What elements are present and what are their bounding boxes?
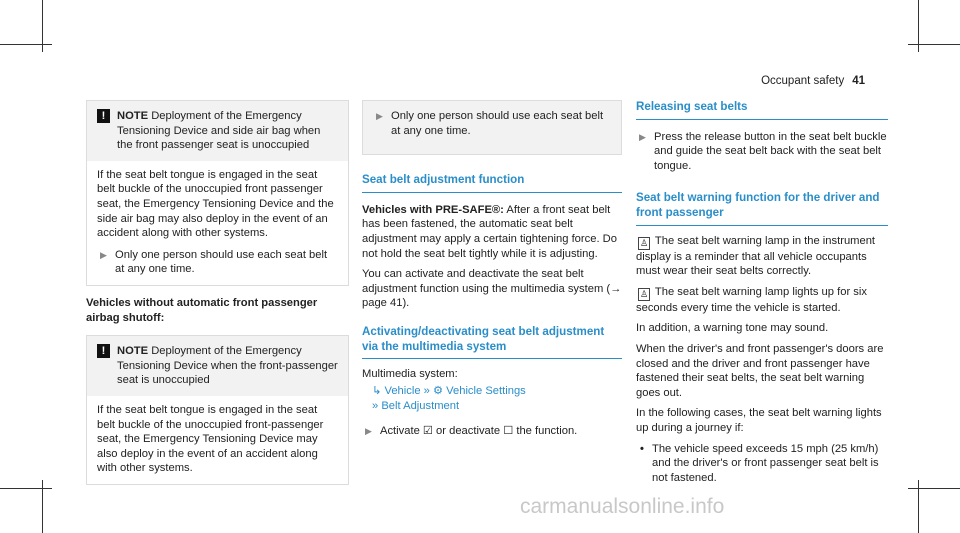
arrow-icon: ▶ (365, 425, 372, 436)
crop-mark (0, 44, 52, 45)
left-column (86, 100, 349, 485)
seatbelt-icon: ♙ (639, 288, 649, 299)
crop-mark (42, 480, 43, 533)
bullet-icon: • (640, 442, 644, 455)
paragraph: In the following cases, the seat belt warning lights up during a journey if: (636, 407, 882, 434)
note-body (87, 161, 348, 285)
menu-vehicle-settings: Vehicle Settings (446, 384, 526, 397)
warning-heading: Seat belt warning function for the driver and front passenger (636, 191, 888, 225)
step-text: Only one person should use each seat belt at any one time. (391, 110, 604, 137)
multimedia-label: Multimedia system: (362, 368, 458, 381)
menu-path (362, 384, 622, 414)
step-item (373, 109, 611, 138)
note-text: Deployment of the Emergency Tensioning Device and side air bag when the front passenger seat is unoccupied (117, 110, 321, 152)
menu-vehicle: Vehicle (384, 384, 421, 397)
note-paragraph: If the seat belt tongue is engaged in the seat belt buckle of the unoccupied front-passenger seat, the Emergency Tensioning Device may also deploy in the event of an accident along with other systems. (97, 403, 324, 475)
step-box (362, 100, 622, 155)
step-box-body (363, 101, 621, 154)
step-text: Only one person should use each seat belt at any one time. (115, 248, 328, 276)
paragraph: When the driver's and front passenger's doors are closed and the driver and front passenger have fastened their seat belts, the seat belt warning goes out. (636, 342, 884, 399)
presafe-text: After a front seat belt has been fastened, the automatic seat belt adjustment may apply a certain tightening force. Do not hold the seat belt tightly while it is adjusting. (362, 203, 617, 260)
warning-icon: ! (97, 109, 110, 123)
crop-mark (908, 44, 960, 45)
crop-mark (908, 488, 960, 489)
step-item (636, 130, 888, 174)
note-header (87, 336, 348, 396)
activate-text: You can activate and deactivate the seat belt adjustment function using the multimedia system (→ page 41). (362, 268, 622, 310)
crop-mark (918, 480, 919, 533)
crop-mark (0, 488, 52, 489)
page-header (761, 74, 865, 89)
presafe-label: Vehicles with PRE-SAFE®: (362, 203, 504, 216)
return-arrow-icon: ↳ (372, 384, 382, 397)
note-paragraph: If the seat belt tongue is engaged in the seat belt buckle of the unoccupied front passenger seat, the Emergency Tensioning Device and the side air bag may also deploy in the event of an accident along with other systems. (97, 168, 334, 240)
note-text: Deployment of the Emergency Tensioning Device when the front-passenger seat is unoccupied (117, 345, 338, 387)
note-header (87, 101, 348, 161)
step-item (362, 424, 622, 439)
paragraph: The seat belt warning lamp lights up for six seconds every time the vehicle is started. (636, 285, 867, 314)
settings-icon: ⚙ (433, 384, 444, 397)
bullet-text: The vehicle speed exceeds 15 mph (25 km/h) and the driver's or front passenger seat belt is not fastened. (652, 442, 879, 484)
page-number: 41 (852, 75, 865, 87)
middle-column (362, 100, 622, 439)
note-box (86, 100, 349, 286)
right-column (636, 100, 888, 485)
arrow-icon: ▶ (376, 111, 383, 121)
step-item (97, 248, 338, 277)
note-box (86, 335, 349, 485)
section-title: Occupant safety (761, 75, 845, 87)
chevron-icon: » (423, 384, 430, 397)
crop-mark (918, 0, 919, 52)
step-text: Activate ☑ or deactivate ☐ the function. (380, 424, 578, 437)
paragraph: The seat belt warning lamp in the instrument display is a reminder that all vehicle occupants must wear their seat belts correctly. (636, 234, 876, 278)
warning-icon: ! (97, 344, 110, 358)
seatbelt-icon: ♙ (639, 237, 649, 248)
step-text: Press the release button in the seat belt buckle and guide the seat belt back with the seat belt tongue. (654, 130, 887, 172)
bullet-item (636, 442, 888, 486)
crop-mark (42, 0, 43, 52)
activating-heading: Activating/deactivating seat belt adjustment via the multimedia system (362, 325, 622, 359)
releasing-heading: Releasing seat belts (636, 100, 888, 120)
arrow-icon: ▶ (100, 249, 107, 260)
note-title: NOTE (117, 345, 149, 358)
note-title: NOTE (117, 110, 149, 122)
chevron-icon: » (372, 400, 379, 413)
arrow-icon: ▶ (639, 131, 646, 142)
paragraph: In addition, a warning tone may sound. (636, 322, 829, 335)
adjust-heading: Seat belt adjustment function (362, 173, 622, 193)
menu-belt-adjustment: Belt Adjustment (381, 400, 460, 413)
vehicles-heading: Vehicles without automatic front passenger airbag shutoff: (86, 296, 318, 324)
note-body (87, 396, 348, 484)
watermark: carmanualsonline.info (520, 495, 725, 518)
